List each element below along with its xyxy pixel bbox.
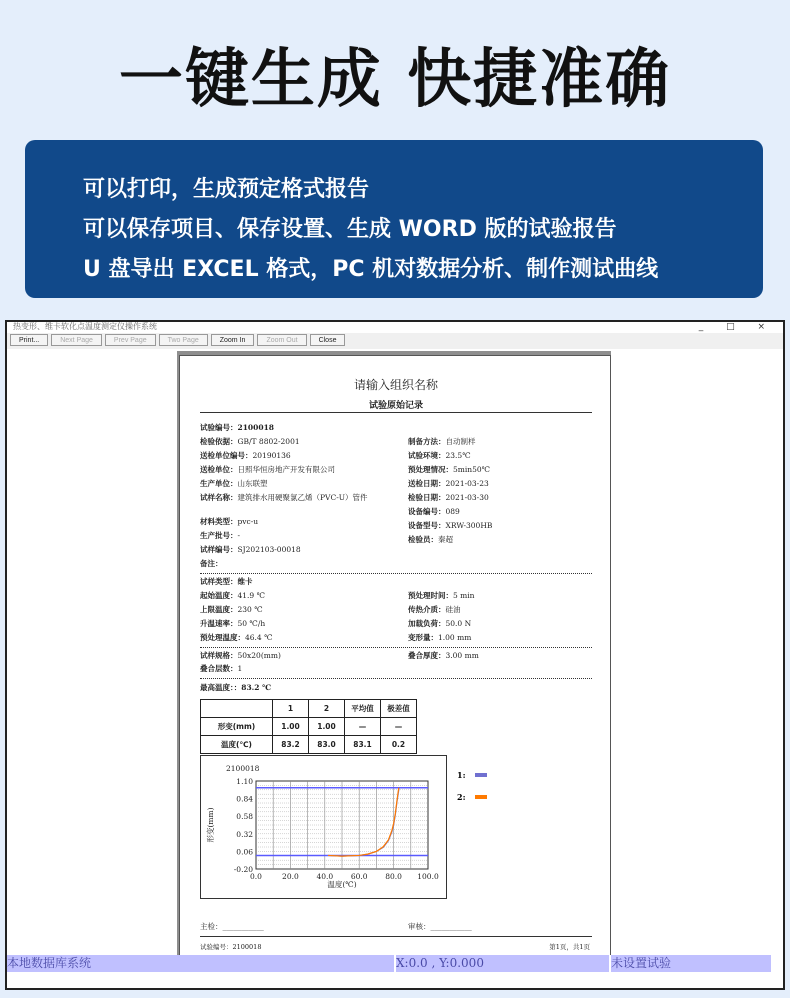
toolbar <box>7 333 783 349</box>
report-field <box>408 618 471 629</box>
field-label: 送检单位编号： <box>200 451 253 460</box>
report-field <box>200 492 390 503</box>
field-value: SJ202103-00018 <box>237 545 301 554</box>
sign-review: 审核：___________ <box>408 922 472 931</box>
field-label: 叠合层数： <box>200 664 238 673</box>
report-field <box>408 650 479 661</box>
table-cell: 2 <box>309 700 345 718</box>
x-tick-label: 100.0 <box>417 872 439 881</box>
field-value: 秦超 <box>438 535 453 544</box>
status-bar <box>7 955 783 972</box>
legend-label: 2: <box>457 792 466 802</box>
field-label: 检验日期： <box>408 493 446 502</box>
field-label: 试样规格： <box>200 651 238 660</box>
print-button[interactable]: Print... <box>10 334 48 346</box>
deformation-chart <box>201 756 448 900</box>
table-row <box>201 736 417 754</box>
field-label: 材料类型： <box>200 517 238 526</box>
table-cell: 形变(mm) <box>201 718 273 736</box>
field-value: 2021-03-23 <box>445 479 489 488</box>
table-cell: 0.2 <box>381 736 417 754</box>
field-value: - <box>237 531 241 540</box>
report-title: 试验原始记录 <box>368 401 423 411</box>
table-cell: 83.2 <box>273 736 309 754</box>
report-field <box>200 422 274 433</box>
field-label: 设备编号： <box>408 507 446 516</box>
field-label: 起始温度： <box>200 591 238 600</box>
field-label: 生产单位： <box>200 479 238 488</box>
title-bar <box>7 322 783 333</box>
field-label: 送检日期： <box>408 479 446 488</box>
field-value: 5 min <box>453 591 475 600</box>
report-field <box>408 464 490 475</box>
feature-line: 可以保存项目、保存设置、生成 WORD 版的试验报告 <box>83 217 617 242</box>
field-value: 硅油 <box>445 605 461 614</box>
field-label: 预处理时间： <box>408 591 453 600</box>
window-title: 热变形、维卡软化点温度测定仪操作系统 <box>13 322 157 331</box>
report-field <box>200 663 242 674</box>
field-label: 升温速率： <box>200 619 238 628</box>
report-field <box>200 618 265 629</box>
field-label: 最高温度：： <box>200 683 242 692</box>
report-field <box>200 604 263 615</box>
field-value: pvc-u <box>237 517 259 526</box>
field-label: 上限温度： <box>200 605 238 614</box>
report-field <box>200 682 271 693</box>
report-field <box>408 506 460 517</box>
next-page-button[interactable]: Next Page <box>51 334 102 346</box>
y-tick-label: 0.58 <box>236 812 253 822</box>
x-axis-label: 温度(℃) <box>327 880 357 889</box>
field-label: 试验环境： <box>408 451 446 460</box>
report-field <box>200 544 301 555</box>
field-value: 089 <box>445 507 460 516</box>
field-label: 设备型号： <box>408 521 446 530</box>
report-field <box>200 478 268 489</box>
report-field <box>200 516 258 527</box>
footer-page: 第1页，共1页 <box>549 943 590 951</box>
chart-title: 2100018 <box>226 764 260 773</box>
field-value: 建筑排水用硬聚氯乙烯（PVC-U）管件 <box>237 493 368 502</box>
table-cell: 1 <box>273 700 309 718</box>
headline: 一键生成 快捷准确 <box>118 43 672 117</box>
report-field <box>408 492 489 503</box>
report-field <box>408 632 471 643</box>
status-test: 未设置试验 <box>611 955 771 972</box>
report-field <box>408 520 492 531</box>
x-tick-label: 80.0 <box>385 872 402 881</box>
field-value: 3.00 mm <box>445 651 479 660</box>
feature-line: U 盘导出 EXCEL 格式，PC 机对数据分析、制作测试曲线 <box>83 257 659 282</box>
table-row <box>201 718 417 736</box>
field-label: 检验依据： <box>200 437 238 446</box>
field-label: 试样类型： <box>200 577 238 586</box>
y-tick-label: -0.20 <box>233 865 253 874</box>
table-cell: 1.00 <box>309 718 345 736</box>
field-label: 变形量： <box>408 633 438 642</box>
report-page <box>179 355 611 967</box>
window-controls[interactable]: _ □ × <box>698 322 775 332</box>
close-button[interactable]: Close <box>310 334 346 346</box>
field-label: 送检单位： <box>200 465 238 474</box>
field-label: 预处理温度： <box>200 633 245 642</box>
table-cell: 温度(℃) <box>201 736 273 754</box>
field-label: 叠合厚度： <box>408 651 446 660</box>
table-cell: 平均值 <box>345 700 381 718</box>
field-label: 预处理情况： <box>408 465 453 474</box>
table-cell: — <box>381 718 417 736</box>
two-page-button[interactable]: Two Page <box>159 334 208 346</box>
field-value: 46.4 ℃ <box>245 633 273 642</box>
field-value: 23.5℃ <box>445 451 471 460</box>
field-value: 5min50℃ <box>453 465 491 474</box>
x-tick-label: 0.0 <box>250 872 262 881</box>
feature-box <box>25 140 763 298</box>
status-coords: X:0.0 , Y:0.000 <box>396 955 609 972</box>
report-field <box>408 534 453 545</box>
report-field <box>200 530 240 541</box>
report-field <box>200 576 253 587</box>
field-value: 山东联塑 <box>237 479 268 488</box>
status-db: 本地数据库系统 <box>7 955 394 972</box>
sign-main: 主检：___________ <box>200 922 264 931</box>
table-cell: 极差值 <box>381 700 417 718</box>
prev-page-button[interactable]: Prev Page <box>105 334 156 346</box>
field-label: 生产批号： <box>200 531 238 540</box>
report-field <box>200 436 300 447</box>
report-field <box>408 604 461 615</box>
legend-label: 1: <box>457 770 466 780</box>
chart-legend <box>455 768 505 808</box>
field-value: 50.0 N <box>445 619 472 628</box>
report-field <box>408 590 475 601</box>
legend-swatch <box>475 795 487 799</box>
table-cell: 83.0 <box>309 736 345 754</box>
report-field <box>200 450 291 461</box>
field-value: 50 ℃/h <box>237 619 266 628</box>
x-tick-label: 40.0 <box>316 872 334 881</box>
field-label: 试验编号： <box>200 423 238 432</box>
field-value: 自动制样 <box>445 437 476 446</box>
org-name: 请输入组织名称 <box>353 378 438 392</box>
y-tick-label: 1.10 <box>236 777 253 786</box>
report-field <box>200 464 335 475</box>
field-label: 制备方法： <box>408 437 446 446</box>
y-tick-label: 0.06 <box>236 847 253 857</box>
x-tick-label: 60.0 <box>350 872 368 881</box>
y-axis-label: 形变(mm) <box>206 807 215 843</box>
print-preview[interactable] <box>7 351 783 972</box>
field-label: 备注： <box>200 559 223 568</box>
report-field <box>408 478 489 489</box>
zoom-out-button[interactable]: Zoom Out <box>257 334 306 346</box>
field-label: 试样名称： <box>200 493 238 502</box>
field-label: 传热介质： <box>408 605 446 614</box>
app-window <box>5 320 785 990</box>
field-value: 230 ℃ <box>237 605 263 614</box>
legend-swatch <box>475 773 487 777</box>
report-field <box>200 558 223 569</box>
field-label: 加载负荷： <box>408 619 446 628</box>
field-label: 检验员： <box>408 535 438 544</box>
report-field <box>200 632 272 643</box>
field-value: 2100018 <box>237 423 275 432</box>
report-field <box>200 590 265 601</box>
table-row <box>201 700 417 718</box>
table-cell: — <box>345 718 381 736</box>
feature-line: 可以打印，生成预定格式报告 <box>83 177 370 202</box>
field-value: GB/T 8802-2001 <box>237 437 300 446</box>
field-value: XRW-300HB <box>445 521 493 530</box>
field-value: 20190136 <box>252 451 291 460</box>
field-label: 试样编号： <box>200 545 238 554</box>
results-table <box>200 699 417 754</box>
zoom-in-button[interactable]: Zoom In <box>211 334 255 346</box>
table-cell: 1.00 <box>273 718 309 736</box>
y-tick-label: 0.32 <box>236 829 253 839</box>
field-value: 2021-03-30 <box>445 493 489 502</box>
report-field <box>200 650 281 661</box>
table-cell: 83.1 <box>345 736 381 754</box>
field-value: 41.9 ℃ <box>237 591 265 600</box>
report-field <box>408 436 476 447</box>
field-value: 1.00 mm <box>438 633 472 642</box>
report-field <box>408 450 471 461</box>
y-tick-label: 0.84 <box>236 794 253 804</box>
x-tick-label: 20.0 <box>282 872 299 881</box>
chart-box <box>200 755 447 899</box>
footer-id: 试验编号：2100018 <box>200 943 262 951</box>
field-value: 日照华恒房地产开发有限公司 <box>237 465 335 474</box>
field-value: 维卡 <box>237 577 253 586</box>
table-cell <box>201 700 273 718</box>
field-value: 50x20(mm) <box>237 651 281 660</box>
field-value: 83.2 ℃ <box>241 683 272 692</box>
field-value: 1 <box>237 664 243 673</box>
